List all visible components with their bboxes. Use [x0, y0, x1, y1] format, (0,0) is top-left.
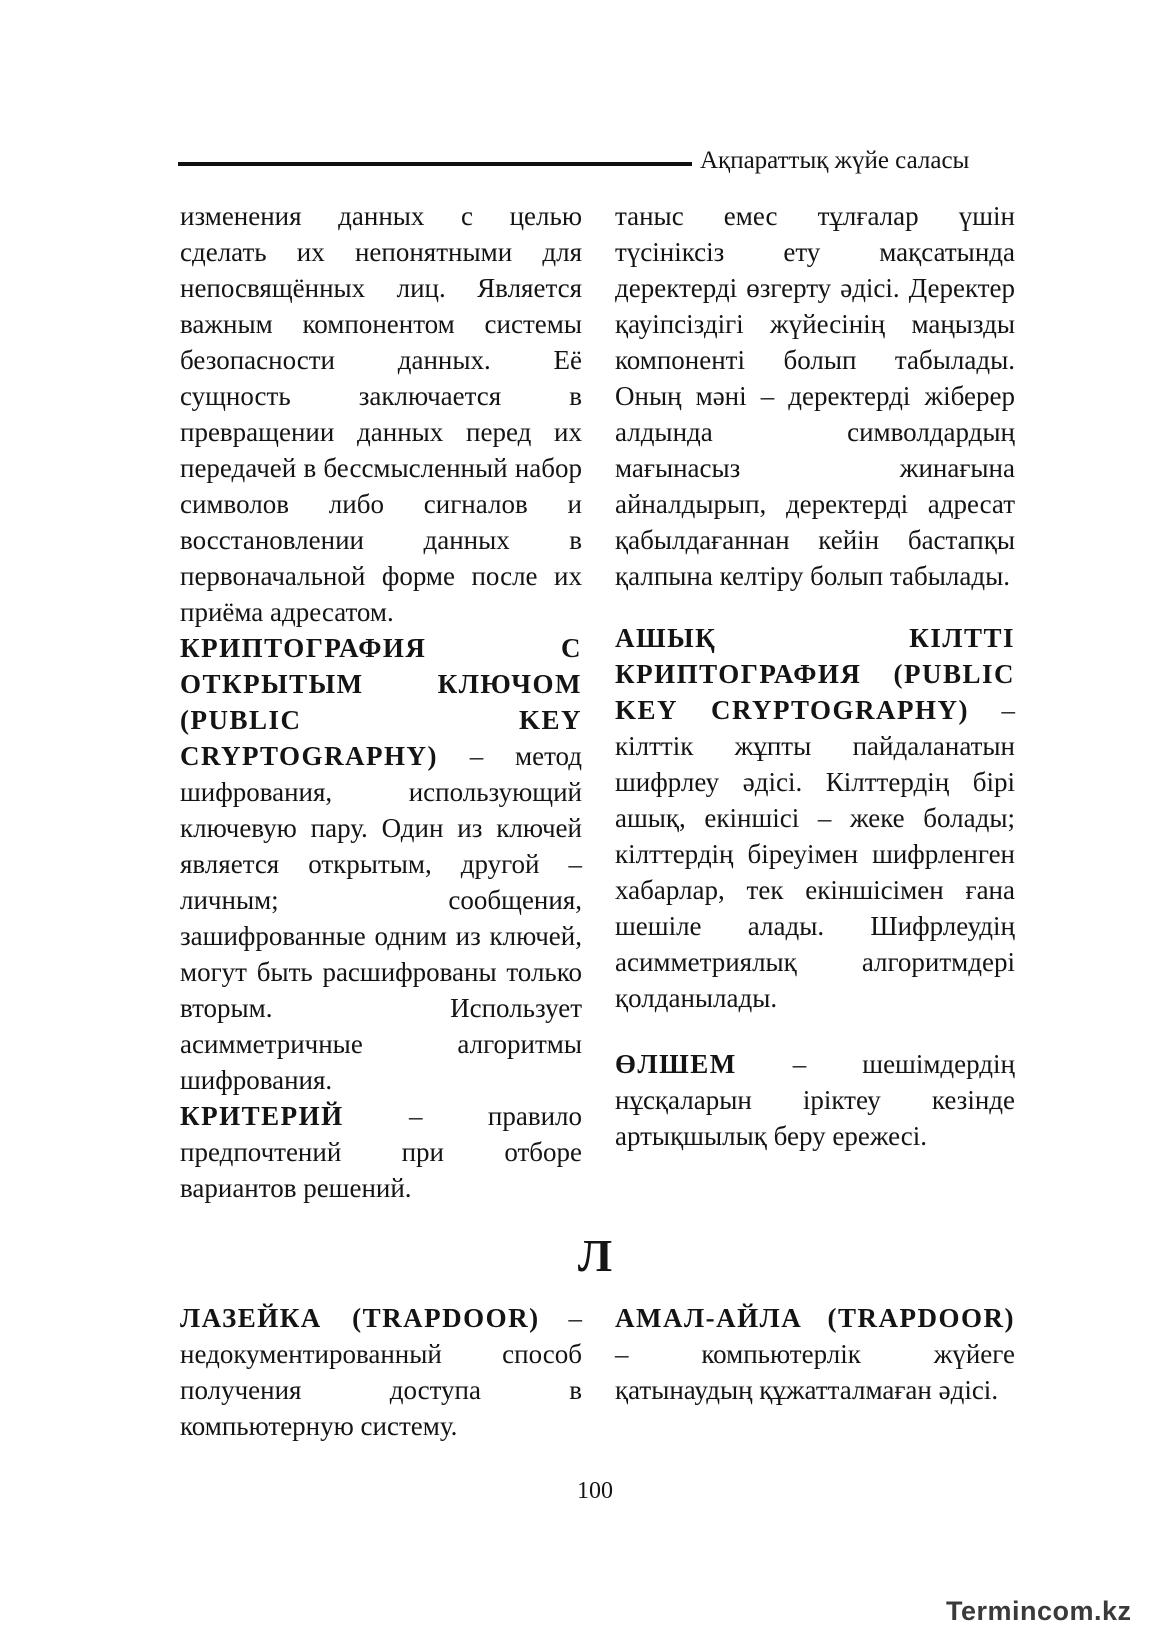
entry-term: АМАЛ-АЙЛА (TRAPDOOR)	[615, 1303, 1015, 1333]
entry-definition: – компьютерлік жүйеге қатынаудың құжатталмаған әдісі.	[615, 1339, 1015, 1405]
entry-term: КРИТЕРИЙ	[180, 1101, 344, 1131]
entry-term: ЛАЗЕЙКА (TRAPDOOR)	[180, 1303, 540, 1333]
entry-definition: – правило предпочтений при отборе вариантов решений.	[180, 1101, 582, 1203]
entry-definition: – кілттік жұпты пайдаланатын шифрлеу әдісі. Кілттердің бірі ашық, екіншісі – жеке болады; кілттердің біреуімен шифрленген хабарлар, тек екіншісімен ғана шешіле алады. Шифрлеудің асимметриялық алгоритмдері қолданылады.	[615, 695, 1015, 1013]
left-column	[180, 198, 582, 1206]
entry-definition: – недокументированный способ получения доступа в компьютерную систему.	[180, 1303, 583, 1441]
left-entry-trapdoor	[180, 1300, 582, 1444]
entry-term: КРИПТОГРАФИЯ С ОТКРЫТЫМ КЛЮЧОМ (PUBLIC KEY CRYPTOGRAPHY)	[180, 633, 582, 771]
right-entry-cryptography	[615, 620, 1015, 1016]
section-right-column	[615, 1300, 1015, 1408]
left-entry-criterion	[180, 1098, 582, 1206]
right-entry-trapdoor	[615, 1300, 1015, 1408]
header-rule	[178, 162, 692, 166]
right-entry-criterion	[615, 1046, 1015, 1154]
left-continuation-text: изменения данных с целью сделать их непонятными для непосвящённых лиц. Является важным компонентом системы безопасности данных. Её сущность заключается в превращении данных перед их передачей в бессмысленный набор символов либо сигналов и восстановлении данных в первоначальной форме после их приёма адресатом.	[180, 201, 582, 627]
section-letter-heading: Л	[577, 1230, 613, 1281]
entry-definition: – метод шифрования, использующий ключевую пару. Один из ключей является открытым, другой – личным; сообщения, зашифрованные одним из ключей, могут быть расшифрованы только вторым. Использует асимметричные алгоритмы шифрования.	[180, 741, 582, 1095]
left-entry-cryptography	[180, 630, 582, 1098]
running-head: Ақпараттық жүйе саласы	[700, 147, 970, 174]
right-continuation-text: таныс емес тұлғалар үшін түсініксіз ету мақсатында деректерді өзгерту әдісі. Деректер қауіпсіздігі жүйесінің маңызды компоненті болып табылады. Оның мәні – деректерді жіберер алдында символдардың мағынасыз жинағына айналдырып, деректерді адресат қабылдағаннан кейін бастапқы қалпына келтіру болып табылады.	[615, 201, 1015, 591]
entry-term: АШЫҚ КІЛТТІ КРИПТОГРАФИЯ (PUBLIC KEY CRYPTOGRAPHY)	[615, 623, 1015, 725]
section-left-column	[180, 1300, 582, 1444]
page-number: 100	[577, 1478, 613, 1504]
entry-definition: – шешімдердің нұсқаларын іріктеу кезінде артықшылық беру ережесі.	[615, 1049, 1015, 1151]
entry-term: ӨЛШЕМ	[615, 1049, 737, 1079]
watermark-text: Termincom.kz	[946, 1596, 1132, 1626]
watermark-logo	[946, 1596, 1142, 1630]
right-column	[615, 198, 1015, 1154]
